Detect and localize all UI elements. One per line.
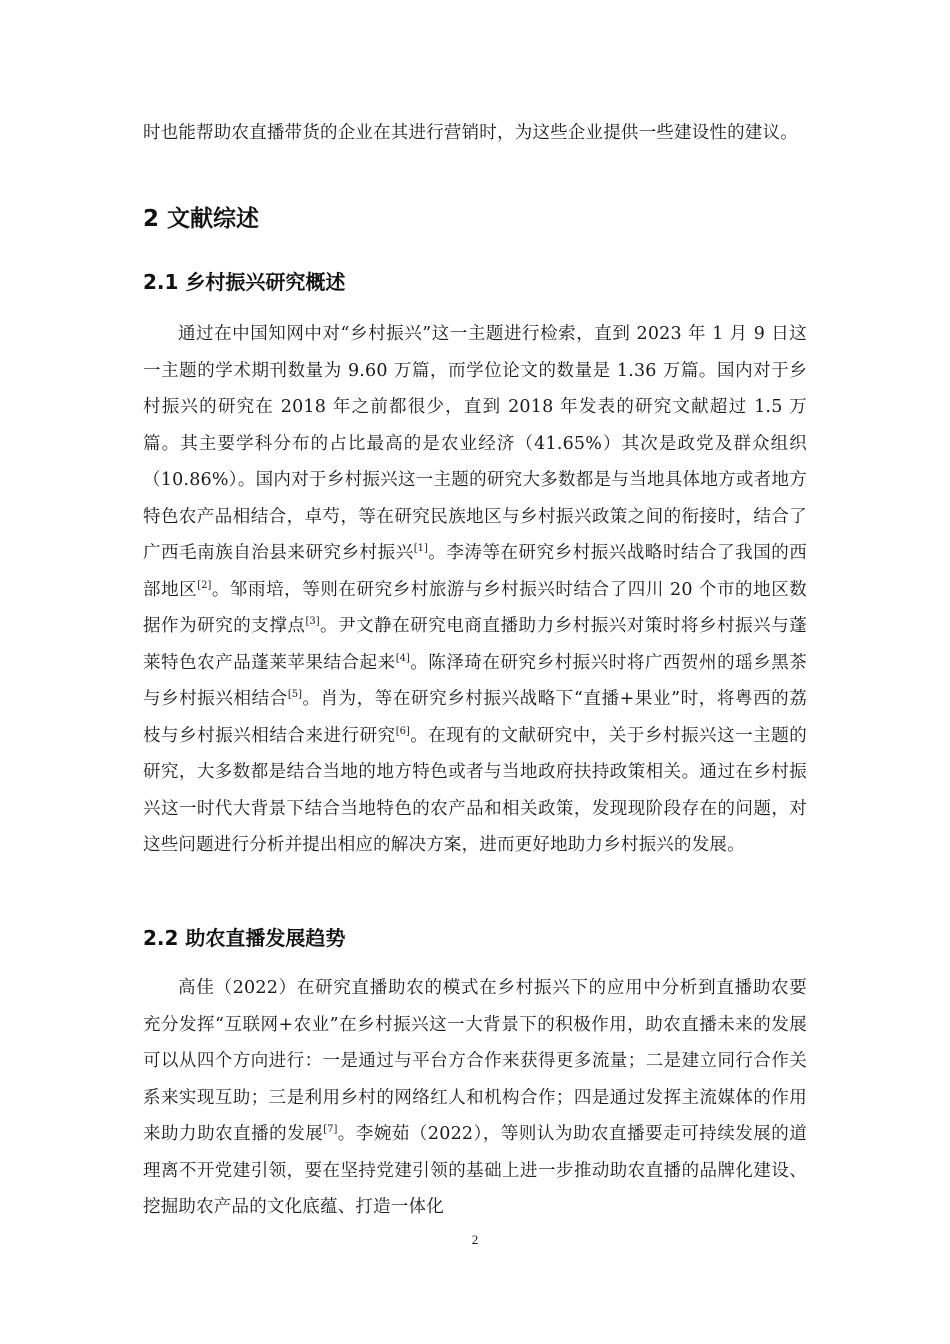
subsection-heading-2-2: 2.2 助农直播发展趋势 [143, 926, 346, 950]
citation-marker: [2] [197, 579, 212, 591]
section-2-1-body [143, 316, 807, 864]
citation-marker: [6] [395, 725, 410, 737]
body-text: 。肖为，等在研究乡村振兴战略下“直播+果业”时，将粤西的荔枝与乡村振兴相结合来进行研究 [143, 689, 807, 746]
body-text: 。陈泽琦在研究乡村振兴时将广西贺州的瑶乡黑茶与乡村振兴相结合 [143, 652, 807, 709]
subsection-heading-2-1: 2.1 乡村振兴研究概述 [143, 270, 346, 294]
page-number: 2 [471, 1232, 479, 1247]
body-paragraph [143, 970, 807, 1226]
citation-marker: [7] [323, 1124, 338, 1136]
citation-marker: [4] [395, 652, 410, 664]
section-heading-2: 2 文献综述 [143, 206, 260, 232]
intro-paragraph-block [143, 115, 807, 152]
body-text: 高佳（2022）在研究直播助农的模式在乡村振兴下的应用中分析到直播助农要充分发挥“互联网+农业”在乡村振兴这一大背景下的积极作用，助农直播未来的发展可以从四个方向进行：一是通过与平台方合作来获得更多流量；二是建立同行合作关系来实现互助；三是利用乡村的网络红人和机构合作；四是通过发挥主流媒体的作用来助力助农直播的发展 [143, 978, 807, 1144]
citation-marker: [1] [413, 543, 428, 555]
body-text: 。尹文静在研究电商直播助力乡村振兴对策时将乡村振兴与蓬莱特色农产品蓬莱苹果结合起来 [143, 616, 807, 673]
citation-marker: [3] [305, 616, 320, 628]
intro-paragraph: 时也能帮助农直播带货的企业在其进行营销时，为这些企业提供一些建设性的建议。 [143, 123, 798, 143]
body-text: 通过在中国知网中对“乡村振兴”这一主题进行检索，直到 2023 年 1 月 9 日这一主题的学术期刊数量为 9.60 万篇，而学位论文的数量是 1.36 万篇。国内对于乡村振兴的研究在 2018 年之前都很少，直到 2018 年发表的研究文献超过 1.5 万篇。其主要学科分布的占比最高的是农业经济（41.65%）其次是政党及群众组织（10.86%）。国内对于乡村振兴这一主题的研究大多数都是与当地具体地方或者地方特色农产品相结合，卓芍，等在研究民族地区与乡村振兴政策之间的衔接时，结合了广西毛南族自治县来研究乡村振兴 [143, 324, 807, 563]
section-2-2-body [143, 970, 807, 1226]
body-paragraph [143, 316, 807, 864]
body-text: 。李涛等在研究乡村振兴战略时结合了我国的西部地区 [143, 543, 808, 600]
body-text: 。在现有的文献研究中，关于乡村振兴这一主题的研究，大多数都是结合当地的地方特色或者与当地政府扶持政策相关。通过在乡村振兴这一时代大背景下结合当地特色的农产品和相关政策，发现现阶段存在的问题，对这些问题进行分析并提出相应的解决方案，进而更好地助力乡村振兴的发展。 [143, 725, 807, 855]
body-text: 。李婉茹（2022），等则认为助农直播要走可持续发展的道理离不开党建引领，要在坚持党建引领的基础上进一步推动助农直播的品牌化建设、挖掘助农产品的文化底蕴、打造一体化 [143, 1124, 808, 1217]
body-text: 。邹雨培，等则在研究乡村旅游与乡村振兴时结合了四川 20 个市的地区数据作为研究的支撑点 [143, 579, 807, 636]
citation-marker: [5] [287, 689, 302, 701]
